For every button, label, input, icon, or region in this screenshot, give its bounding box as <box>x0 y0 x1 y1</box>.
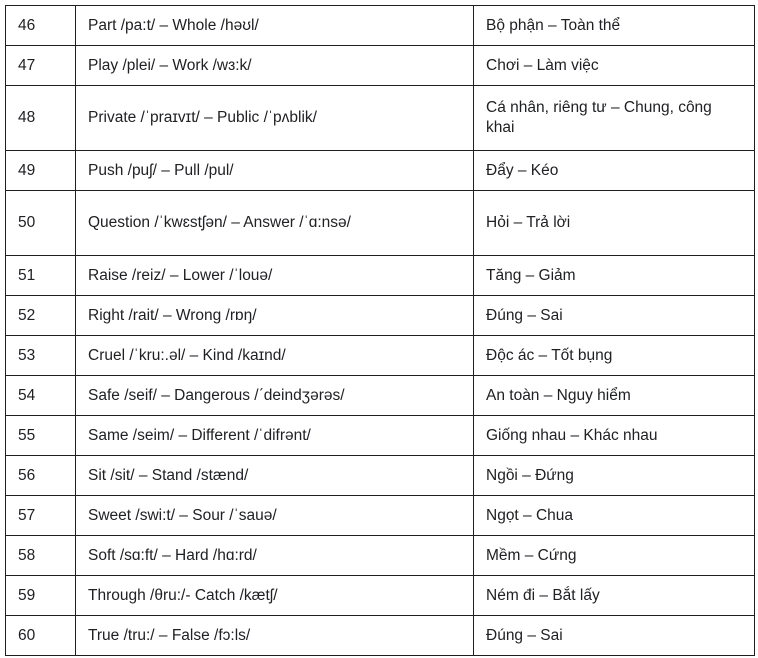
table-row <box>6 456 755 496</box>
row-number: 48 <box>6 86 76 151</box>
vietnamese-translation: Tăng – Giảm <box>474 256 755 296</box>
vietnamese-translation: Độc ác – Tốt bụng <box>474 336 755 376</box>
english-word-pair: Right /rait/ – Wrong /rɒŋ/ <box>76 296 474 336</box>
table-row <box>6 191 755 256</box>
table-row <box>6 496 755 536</box>
vocabulary-table <box>5 5 755 656</box>
table-row <box>6 86 755 151</box>
table-row <box>6 256 755 296</box>
row-number: 60 <box>6 616 76 656</box>
row-number: 57 <box>6 496 76 536</box>
row-number: 49 <box>6 151 76 191</box>
table-row <box>6 46 755 86</box>
english-word-pair: Question /ˈkwɛstʃən/ – Answer /ˈɑ:nsə/ <box>76 191 474 256</box>
vietnamese-translation: Đúng – Sai <box>474 616 755 656</box>
row-number: 50 <box>6 191 76 256</box>
english-word-pair: Part /pa:t/ – Whole /həʊl/ <box>76 6 474 46</box>
row-number: 46 <box>6 6 76 46</box>
vietnamese-translation: Ngọt – Chua <box>474 496 755 536</box>
row-number: 52 <box>6 296 76 336</box>
row-number: 53 <box>6 336 76 376</box>
table-row <box>6 376 755 416</box>
table-row <box>6 151 755 191</box>
table-row <box>6 336 755 376</box>
english-word-pair: Cruel /ˈkru:.əl/ – Kind /kaɪnd/ <box>76 336 474 376</box>
english-word-pair: Soft /sɑ:ft/ – Hard /hɑ:rd/ <box>76 536 474 576</box>
english-word-pair: Same /seim/ – Different /ˈdifrənt/ <box>76 416 474 456</box>
vietnamese-translation: Hỏi – Trả lời <box>474 191 755 256</box>
table-row <box>6 616 755 656</box>
english-word-pair: Push /puʃ/ – Pull /pul/ <box>76 151 474 191</box>
vietnamese-translation: Đúng – Sai <box>474 296 755 336</box>
vietnamese-translation: Giống nhau – Khác nhau <box>474 416 755 456</box>
table-row <box>6 296 755 336</box>
english-word-pair: Raise /reiz/ – Lower /ˈlouə/ <box>76 256 474 296</box>
row-number: 55 <box>6 416 76 456</box>
english-word-pair: Through /θru:/- Catch /kætʃ/ <box>76 576 474 616</box>
table-row <box>6 576 755 616</box>
row-number: 56 <box>6 456 76 496</box>
english-word-pair: Sit /sit/ – Stand /stænd/ <box>76 456 474 496</box>
vietnamese-translation: Ném đi – Bắt lấy <box>474 576 755 616</box>
vietnamese-translation: Mềm – Cứng <box>474 536 755 576</box>
row-number: 51 <box>6 256 76 296</box>
english-word-pair: Safe /seif/ – Dangerous /ˊdeindʒərəs/ <box>76 376 474 416</box>
vietnamese-translation: Bộ phận – Toàn thể <box>474 6 755 46</box>
row-number: 59 <box>6 576 76 616</box>
table-row <box>6 416 755 456</box>
vocabulary-table-body <box>6 6 755 656</box>
english-word-pair: Play /plei/ – Work /wɜ:k/ <box>76 46 474 86</box>
vietnamese-translation: An toàn – Nguy hiểm <box>474 376 755 416</box>
vietnamese-translation: Đẩy – Kéo <box>474 151 755 191</box>
english-word-pair: Sweet /swi:t/ – Sour /ˈsauə/ <box>76 496 474 536</box>
vietnamese-translation: Ngồi – Đứng <box>474 456 755 496</box>
vietnamese-translation: Cá nhân, riêng tư – Chung, công khai <box>474 86 755 151</box>
english-word-pair: Private /ˈpraɪvɪt/ – Public /ˈpʌblik/ <box>76 86 474 151</box>
table-row <box>6 6 755 46</box>
english-word-pair: True /tru:/ – False /fɔ:ls/ <box>76 616 474 656</box>
row-number: 58 <box>6 536 76 576</box>
table-row <box>6 536 755 576</box>
vietnamese-translation: Chơi – Làm việc <box>474 46 755 86</box>
row-number: 47 <box>6 46 76 86</box>
row-number: 54 <box>6 376 76 416</box>
